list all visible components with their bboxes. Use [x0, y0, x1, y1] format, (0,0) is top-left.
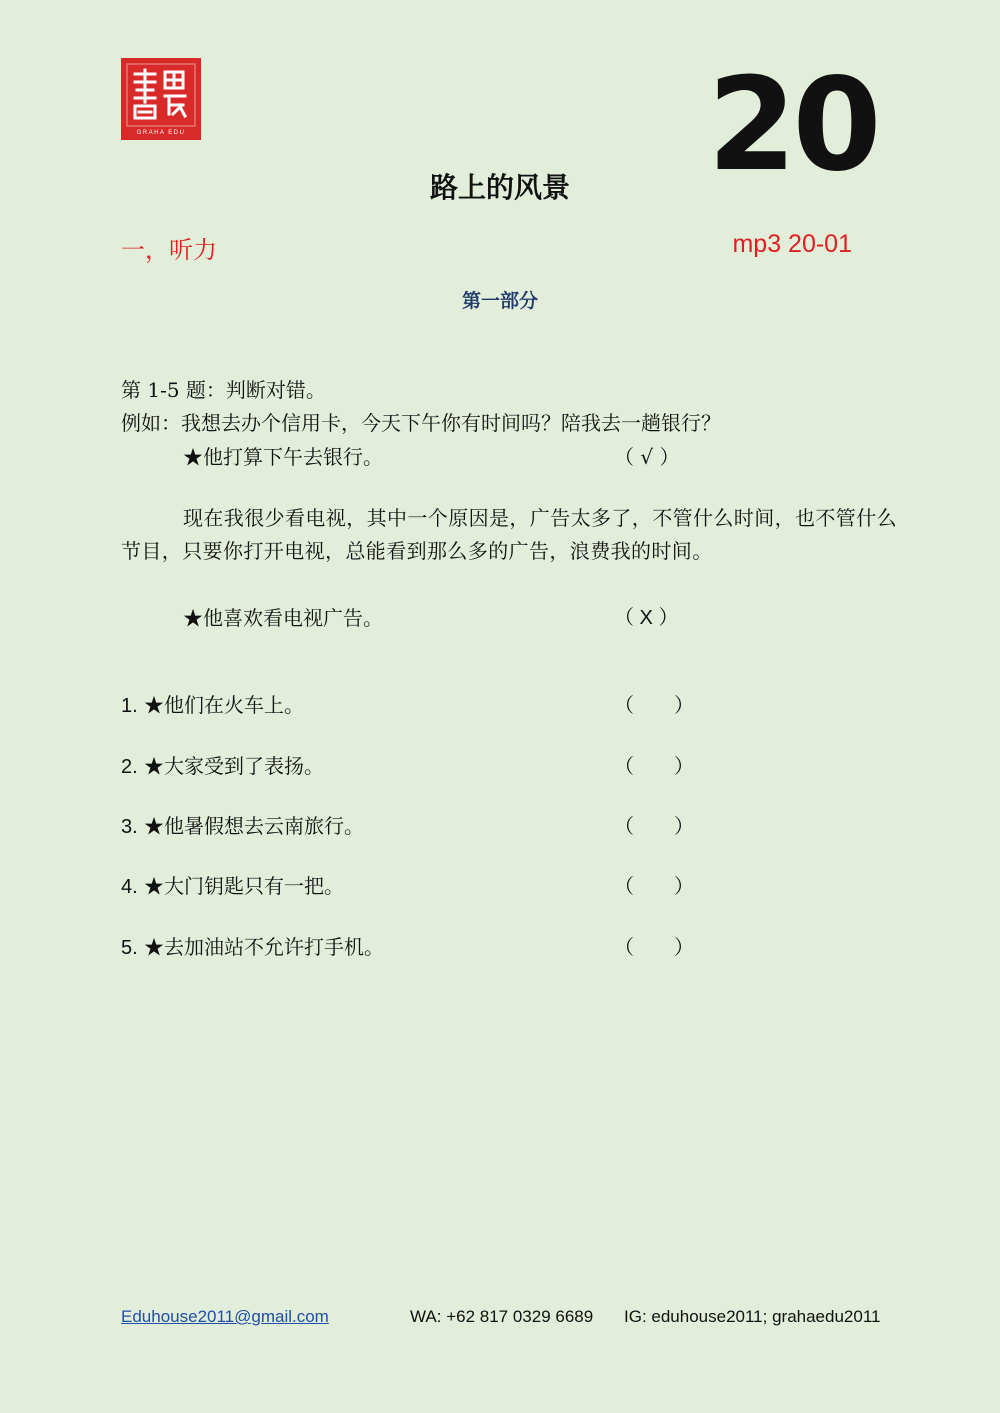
- question-item: [121, 750, 324, 784]
- lesson-number: 20: [707, 51, 878, 200]
- answer-blank[interactable]: （ ）: [614, 935, 694, 959]
- section-heading: 一，听力: [121, 236, 217, 264]
- question-statement: ★大门钥匙只有一把。: [144, 874, 345, 898]
- question-item: [121, 810, 364, 844]
- answer-blank[interactable]: （ ）: [614, 754, 694, 778]
- logo-emblem-icon: [121, 58, 201, 140]
- answer-blank[interactable]: （ ）: [614, 814, 694, 838]
- example-passage: 现在我很少看电视，其中一个原因是，广告太多了，不管什么时间，也不管什么节目，只要你打开电视，总能看到那么多的广告，浪费我的时间。: [121, 506, 897, 563]
- question-statement: ★他暑假想去云南旅行。: [144, 814, 365, 838]
- answer-blank[interactable]: （ ）: [614, 874, 694, 898]
- part-heading: 第一部分: [461, 290, 538, 312]
- question-number: 2.: [121, 756, 138, 778]
- example-answer: （ X ）: [614, 607, 679, 629]
- example-answer: （ √ ）: [614, 445, 680, 469]
- footer-instagram: IG: eduhouse2011; grahaedu2011: [624, 1307, 881, 1326]
- question-item: [121, 931, 384, 965]
- footer-email-link[interactable]: Eduhouse2011@gmail.com: [121, 1307, 329, 1326]
- svg-text:GRAHA EDU: GRAHA EDU: [136, 130, 186, 136]
- exercise-instructions: 第 1-5 题：判断对错。: [121, 378, 326, 402]
- question-number: 4.: [121, 876, 138, 898]
- question-statement: ★去加油站不允许打手机。: [144, 935, 385, 959]
- question-number: 1.: [121, 695, 138, 717]
- answer-blank[interactable]: （ ）: [614, 693, 694, 717]
- example-prompt: 例如：我想去办个信用卡，今天下午你有时间吗？陪我去一趟银行？: [121, 411, 721, 435]
- question-item: [121, 870, 344, 904]
- audio-reference: mp3 20-01: [732, 230, 852, 258]
- question-statement: ★大家受到了表扬。: [144, 754, 325, 778]
- question-number: 5.: [121, 937, 138, 959]
- question-item: [121, 689, 304, 723]
- question-number: 3.: [121, 816, 138, 838]
- example-statement: ★他喜欢看电视广告。: [183, 606, 383, 630]
- question-statement: ★他们在火车上。: [144, 693, 305, 717]
- graha-edu-logo: [121, 58, 201, 140]
- example-statement: ★他打算下午去银行。: [183, 445, 383, 469]
- page-title: 路上的风景: [429, 171, 570, 204]
- footer-whatsapp: WA: +62 817 0329 6689: [410, 1307, 594, 1326]
